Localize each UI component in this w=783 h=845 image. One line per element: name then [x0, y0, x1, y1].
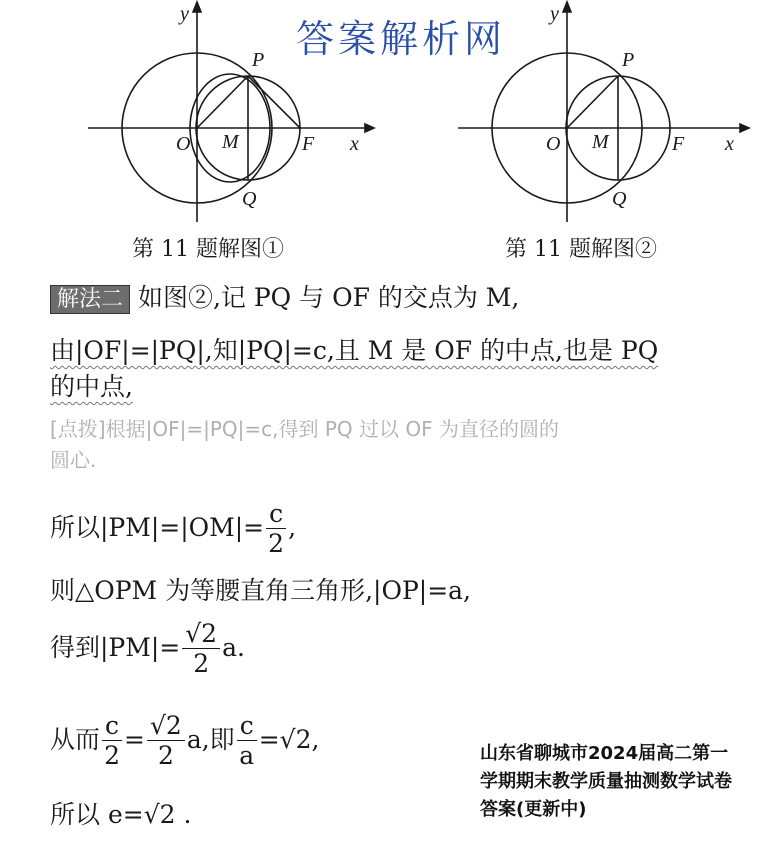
watermark-title: 答案解析网 — [296, 17, 507, 61]
fraction-sqrt2-2 — [147, 712, 185, 771]
line-2b-text: 的中点, — [50, 372, 133, 401]
solution-line-2 — [50, 338, 658, 363]
solution-line-2b — [50, 374, 133, 399]
solution-line-4: 则△OPM 为等腰直角三角形,|OP|=a, — [50, 576, 471, 605]
line-1-text: 如图②,记 PQ 与 OF 的交点为 M, — [137, 283, 520, 312]
frac-den: 2 — [193, 648, 210, 678]
label-m: M — [222, 131, 239, 153]
figure-1 — [80, 0, 380, 228]
hint-line-1: [点拨]根据|OF|=|PQ|=c,得到 PQ 过以 OF 为直径的圆的 — [50, 417, 559, 441]
l3-prefix: 所以|PM|=|OM|= — [50, 512, 265, 542]
fraction-sqrt2-2 — [182, 620, 220, 679]
x-arrow — [740, 124, 749, 132]
solution-line-1 — [50, 285, 519, 311]
l6-suffix: =√2, — [258, 724, 320, 754]
label-q: Q — [612, 188, 627, 210]
figure-2-caption: 第 11 题解图② — [505, 237, 657, 262]
l6-mid: a,即 — [186, 724, 235, 754]
x-arrow — [365, 124, 374, 132]
label-o: O — [546, 133, 561, 155]
solution-line-6 — [50, 712, 319, 771]
label-o: O — [176, 133, 191, 155]
label-y: y — [180, 3, 189, 25]
frac-num: c — [237, 712, 257, 741]
fraction-c-a — [237, 712, 257, 771]
solution-line-5 — [50, 620, 245, 679]
frac-num: c — [102, 712, 122, 741]
frac-den: 2 — [268, 528, 285, 558]
segment-op — [197, 76, 248, 128]
label-m: M — [592, 131, 609, 153]
label-f: F — [672, 133, 685, 155]
frac-den: 2 — [104, 740, 120, 770]
l5-prefix: 得到|PM|= — [50, 632, 181, 662]
side-note — [480, 740, 780, 824]
frac-num: √2 — [147, 712, 185, 741]
label-q: Q — [242, 188, 257, 210]
side-note-line-1: 山东省聊城市2024届高二第一 — [480, 743, 729, 764]
frac-num: c — [266, 500, 286, 529]
label-y: y — [550, 3, 559, 25]
side-note-line-3: 答案(更新中) — [480, 799, 587, 820]
figure-2 — [450, 0, 770, 228]
frac-den: 2 — [157, 740, 174, 770]
hint-block — [50, 414, 559, 476]
l6-prefix: 从而 — [50, 724, 101, 754]
l5-suffix: a. — [222, 632, 245, 662]
y-arrow — [563, 2, 571, 12]
label-p: P — [252, 49, 265, 71]
line-2-text: 由|OF|=|PQ|,知|PQ|=c,且 M 是 OF 的中点,也是 PQ — [50, 336, 659, 365]
frac-den: a — [239, 740, 255, 770]
side-note-line-2: 学期期末教学质量抽测数学试卷 — [480, 771, 732, 792]
label-x: x — [350, 133, 359, 155]
figure-1-caption: 第 11 题解图① — [132, 237, 284, 262]
segment-op — [567, 76, 618, 128]
fraction-c-2 — [102, 712, 122, 771]
label-f: F — [302, 133, 315, 155]
y-arrow — [193, 2, 201, 12]
method-tag: 解法二 — [50, 285, 130, 314]
frac-num: √2 — [182, 620, 220, 649]
label-p: P — [622, 49, 635, 71]
solution-line-3 — [50, 500, 296, 559]
l3-suffix: , — [288, 512, 297, 542]
solution-line-7: 所以 e=√2 . — [50, 800, 192, 829]
equals-sign: = — [124, 724, 145, 754]
fraction-c-2 — [266, 500, 286, 559]
hint-line-2: 圆心. — [50, 448, 97, 472]
label-x: x — [725, 133, 734, 155]
